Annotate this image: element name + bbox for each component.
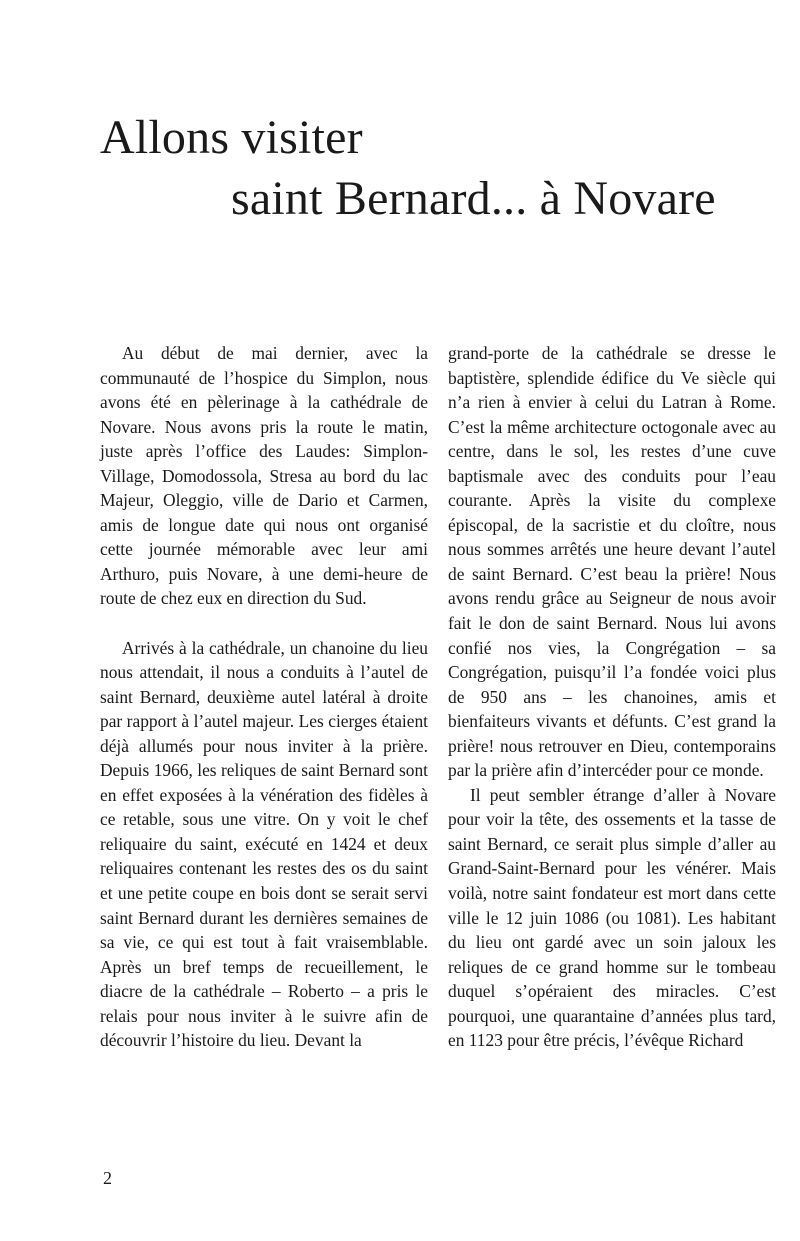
text-column-right: [448, 341, 776, 1053]
page-title-line-2: saint Bernard... à Novare: [231, 172, 716, 225]
paragraph-right-2: Il peut sembler étrange d’aller à Novare pour voir la tête, des ossements et la tasse de saint Bernard, ce serait plus simple d’aller au Grand-Saint-Bernard pour les vénérer. Mais voilà, notre saint fondateur est mort dans cette ville le 12 juin 1086 (ou 1081). Les habitant du lieu ont gardé avec un soin jaloux les reliques de ce grand homme sur le tombeau duquel s’opéraient des miracles. C’est pourquoi, une quarantaine d’années plus tard, en 1123 pour être précis, l’évêque Richard: [448, 784, 776, 1051]
page-title-line-1: Allons visiter: [100, 111, 363, 164]
paragraph-left-2: Arrivés à la cathédrale, un chanoine du lieu nous attendait, il nous a conduits à l’autel de saint Bernard, deuxième autel latéral à droite par rapport à l’autel majeur. Les cierges étaient déjà allumés pour nous inviter à la prière. Depuis 1966, les reliques de saint Bernard sont en effet exposées à la vénération des fidèles à ce retable, sous une vitre. On y voit le chef reliquaire du saint, exécuté en 1424 et deux reliquaires contenant les restes des os du saint et une petite coupe en bois dont se serait servi saint Bernard durant les dernières semaines de sa vie, ce qui est tout à fait vraisemblable. Après un bref temps de recueillement, le diacre de la cathédrale – Roberto – a pris le relais pour nous inviter à le suivre afin de découvrir l’histoire du lieu. Devant la: [100, 637, 428, 1051]
paragraph-left-1: Au début de mai dernier, avec la communauté de l’hospice du Simplon, nous avons été en pèlerinage à la cathédrale de Novare. Nous avons pris la route le matin, juste après l’office des Laudes: Simplon- Village, Domodossola, Stresa au bord du lac Majeur, Oleggio, ville de Dario et Carmen, amis de longue date qui nous ont organisé cette journée mémorable avec leur ami Arthuro, puis Novare, à une demi-heure de route de chez eux en direction du Sud.: [100, 343, 428, 609]
page-number: 2: [103, 1168, 112, 1188]
text-column-left: [100, 341, 428, 1053]
paragraph-right-1: grand-porte de la cathédrale se dresse le baptistère, splendide édifice du Ve siècle qui n’a rien à envier à celui du Latran à Rome. C’est la même architecture octogonale avec au centre, dans le sol, les restes d’une cuve baptismale avec des conduits pour l’eau courante. Après la visite du complexe épiscopal, de la sacristie et du cloître, nous nous sommes arrêtés une heure devant l’autel de saint Bernard. C’est beau la prière! Nous avons rendu grâce au Seigneur de nous avoir fait le don de saint Bernard. Nous lui avons confié nos vies, la Congrégation – sa Congrégation, puisqu’il l’a fondée voici plus de 950 ans – les chanoines, amis et bienfaiteurs vivants et défunts. C’est grand la prière! nous retrouver en Dieu, contemporains par la prière afin d’intercéder pour ce monde.: [448, 343, 776, 781]
